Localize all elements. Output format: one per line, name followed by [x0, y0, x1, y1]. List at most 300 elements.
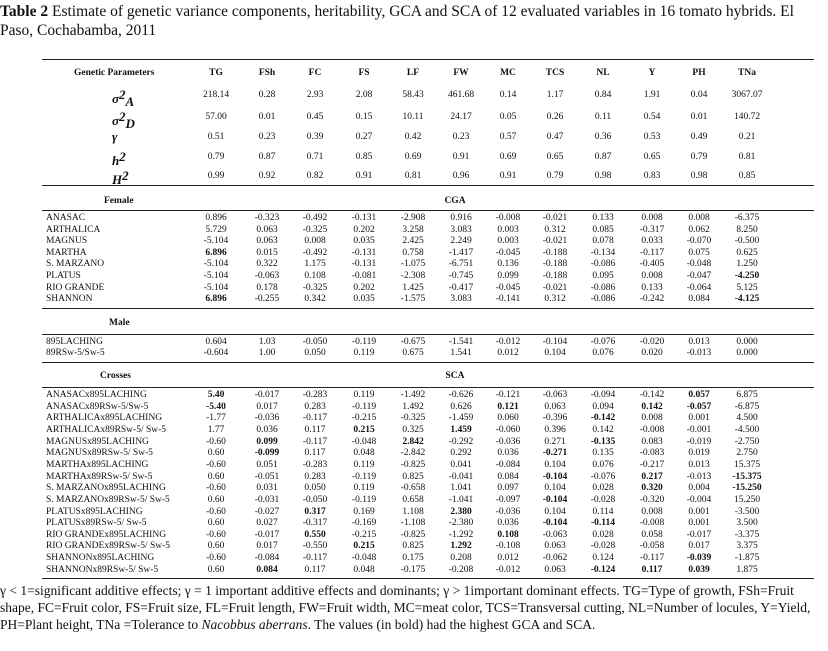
- cell-y: Y: [648, 68, 656, 78]
- cell-tg: 0.99: [207, 171, 225, 181]
- cell-fw: 3.083: [450, 294, 472, 305]
- cell-nl: -0.086: [590, 282, 616, 293]
- cell-nl: 0.124: [592, 553, 614, 564]
- cell-nl: -0.086: [590, 259, 616, 270]
- cell-lf: 2.842: [402, 436, 424, 447]
- cell-fs: -0.048: [351, 553, 377, 564]
- row-label: MAGNUSx895LACHING: [46, 436, 149, 447]
- cell-tna: -3.500: [734, 506, 760, 517]
- cell-mc: 0.108: [497, 529, 519, 540]
- cell-mc: -0.045: [495, 247, 521, 258]
- cell-fw: -0.292: [448, 436, 474, 447]
- param-symbol-glyph: γ: [112, 129, 118, 144]
- table-row: [42, 235, 814, 247]
- cell-fc: 1.175: [304, 259, 326, 270]
- cell-tg: -5.104: [203, 271, 229, 281]
- cell-fc: 0.283: [304, 471, 326, 482]
- cell-y: 0.53: [643, 132, 661, 142]
- cell-tg: 6.896: [205, 294, 227, 305]
- cell-y: -0.242: [639, 294, 665, 305]
- cell-fs: 0.215: [353, 424, 375, 435]
- cell-nl: -0.086: [590, 294, 616, 305]
- cell-fc: FC: [308, 68, 322, 78]
- cell-ph: 0.01: [690, 112, 708, 122]
- cell-ph: -0.001: [686, 424, 712, 435]
- cell-lf: 0.675: [402, 348, 424, 359]
- row-label: ANASAC: [46, 213, 86, 223]
- cell-tna: -15.375: [732, 471, 762, 482]
- table-row: [42, 494, 814, 506]
- cell-fc: 0.39: [306, 132, 324, 142]
- cell-fs: 0.119: [353, 348, 375, 359]
- cell-tcs: 0.104: [544, 506, 566, 517]
- cell-tg: 0.604: [205, 337, 227, 347]
- cell-fw: -0.041: [448, 471, 474, 482]
- cell-fw: 1.041: [450, 483, 472, 494]
- cell-y: -0.320: [639, 494, 665, 505]
- cell-tg: 1.77: [207, 424, 225, 435]
- cell-nl: 0.076: [592, 459, 614, 470]
- cell-fs: -0.119: [351, 471, 377, 482]
- cell-ph: 0.084: [688, 294, 710, 305]
- cell-fc: 0.82: [306, 171, 324, 181]
- cell-mc: -0.097: [495, 494, 521, 505]
- cell-fs: 0.202: [353, 224, 375, 235]
- cell-ph: 0.001: [688, 506, 710, 517]
- cell-tcs: -0.104: [542, 518, 568, 529]
- cell-fs: 0.85: [355, 152, 373, 162]
- cell-tna: 0.000: [736, 348, 758, 359]
- cell-fs: -0.048: [351, 436, 377, 447]
- cell-nl: 0.87: [594, 152, 612, 162]
- cell-tcs: -0.396: [542, 413, 568, 424]
- cell-fsh: 0.036: [256, 424, 278, 435]
- cell-fsh: 0.28: [258, 90, 276, 100]
- cell-mc: -0.108: [495, 541, 521, 552]
- rule-female-sub: [42, 210, 814, 211]
- cell-mc: -0.121: [495, 390, 521, 400]
- cell-fsh: -0.036: [254, 413, 280, 424]
- cell-fsh: 0.027: [256, 518, 278, 529]
- cell-mc: -0.141: [495, 294, 521, 305]
- cell-fs: -0.131: [351, 213, 377, 223]
- section-crosses: [42, 370, 814, 382]
- cell-ph: 0.98: [690, 171, 708, 181]
- cell-mc: 0.14: [499, 90, 517, 100]
- cell-fc: -0.050: [302, 494, 328, 505]
- table-caption: [0, 2, 826, 40]
- cell-lf: -0.658: [400, 483, 426, 494]
- cell-fsh: -0.323: [254, 213, 280, 223]
- cell-fs: -0.169: [351, 518, 377, 529]
- table-row: [42, 447, 814, 459]
- cell-y: 0.083: [641, 436, 663, 447]
- param-symbol-glyph: σ: [112, 91, 120, 107]
- table-row: [42, 552, 814, 564]
- cell-tcs: 0.271: [544, 436, 566, 447]
- cell-y: 0.008: [641, 271, 663, 281]
- cell-nl: 0.98: [594, 171, 612, 181]
- cell-tna: 0.625: [736, 247, 758, 258]
- cell-tg: -5.104: [203, 236, 229, 247]
- cell-tcs: 0.79: [546, 171, 564, 181]
- table-row: [42, 471, 814, 483]
- param-row: [42, 168, 814, 188]
- cell-mc: 0.003: [497, 236, 519, 247]
- param-symbol: [112, 111, 135, 130]
- cell-tcs: 0.104: [544, 459, 566, 470]
- cell-ph: 0.017: [688, 541, 710, 552]
- cell-nl: 0.114: [592, 506, 614, 517]
- cell-tna: 0.85: [738, 171, 756, 181]
- table-row: [42, 401, 814, 413]
- cell-tcs: TCS: [545, 68, 565, 78]
- cell-fsh: -0.255: [254, 294, 280, 305]
- cell-tg: 218.14: [202, 90, 230, 100]
- cell-nl: 0.133: [592, 213, 614, 223]
- cell-mc: -0.036: [495, 506, 521, 517]
- row-label: MAGNUSx89RSw-5/ Sw-5: [46, 448, 153, 459]
- cell-fc: 0.283: [304, 401, 326, 412]
- cell-lf: -0.675: [400, 337, 426, 347]
- footnote-text: γ < 1=significant additive effects; γ = 1 important additive effects and dominants; γ > 1important dominant effects. TG=Type of growth, FSh=Fruit shape, FC=Fruit color, FS=Fruit size, FL=Fruit length, FW=Fruit width, MC=meat color, TCS=Transversal cutting, NL=Number of locules, Y=Yield, PH=Plant height, TNa =Tolerance to: [0, 583, 811, 632]
- row-label: SHANNONx89RSw-5/ Sw-5: [46, 564, 159, 575]
- cell-nl: 0.028: [592, 529, 614, 540]
- cell-tna: -2.750: [734, 436, 760, 447]
- cell-y: 0.65: [643, 152, 661, 162]
- cell-fsh: 0.015: [256, 247, 278, 258]
- cell-fc: 0.117: [304, 424, 326, 435]
- cell-tcs: -0.062: [542, 553, 568, 564]
- cell-tna: 2.750: [736, 448, 758, 459]
- top-rule: [42, 59, 814, 60]
- cell-lf: 10.11: [402, 112, 424, 122]
- cell-tna: 1.250: [736, 259, 758, 270]
- cell-ph: 0.013: [688, 459, 710, 470]
- cell-tna: 5.125: [736, 282, 758, 293]
- param-row: [42, 87, 814, 110]
- cell-fsh: 0.87: [258, 152, 276, 162]
- cell-tcs: -0.063: [542, 390, 568, 400]
- cell-ph: 0.019: [688, 448, 710, 459]
- cell-lf: -1.492: [400, 390, 426, 400]
- table-row: [42, 506, 814, 518]
- cell-ph: -0.013: [686, 471, 712, 482]
- param-symbol-sup: 2: [119, 109, 126, 124]
- table-row: [42, 529, 814, 541]
- cell-fsh: -0.051: [254, 471, 280, 482]
- table-row: [42, 540, 814, 552]
- cell-fw: 0.23: [452, 132, 470, 142]
- cell-tg: -0.60: [206, 506, 226, 517]
- cell-fc: -0.117: [302, 553, 328, 564]
- cell-tcs: -0.104: [542, 471, 568, 482]
- cell-fw: 0.292: [450, 448, 472, 459]
- cell-fc: 0.117: [304, 448, 326, 459]
- cell-fw: 3.083: [450, 224, 472, 235]
- cell-lf: 3.258: [402, 224, 424, 235]
- cell-nl: 0.085: [592, 224, 614, 235]
- cell-fc: -0.492: [302, 247, 328, 258]
- cell-fs: FS: [358, 68, 370, 78]
- cell-tna: -4.500: [734, 424, 760, 435]
- cell-fs: -0.215: [351, 413, 377, 424]
- cell-fw: 461.68: [447, 90, 475, 100]
- cell-ph: 0.001: [688, 518, 710, 529]
- param-symbol-sup: 2: [119, 149, 126, 164]
- cell-fs: -0.119: [351, 494, 377, 505]
- cell-tg: -0.60: [206, 483, 226, 494]
- cell-tcs: 1.17: [546, 90, 564, 100]
- rule-crosses-top: [42, 362, 814, 363]
- cell-fw: 0.208: [450, 553, 472, 564]
- cell-ph: 0.013: [688, 337, 710, 347]
- cell-mc: -0.060: [495, 424, 521, 435]
- cell-fsh: 1.03: [258, 337, 276, 347]
- param-symbol-glyph: H: [112, 172, 123, 188]
- cell-ph: -0.064: [686, 282, 712, 293]
- cell-lf: 2.425: [402, 236, 424, 247]
- cell-mc: 0.003: [497, 224, 519, 235]
- cell-lf: 1.425: [402, 282, 424, 293]
- cell-y: 0.217: [641, 471, 663, 482]
- cell-lf: LF: [406, 68, 420, 78]
- cell-fw: -1.292: [448, 529, 474, 540]
- cell-fsh: 0.031: [256, 483, 278, 494]
- cell-lf: -0.325: [400, 413, 426, 424]
- footnote-end: . The values (in bold) had the highest GCA and SCA.: [307, 617, 596, 632]
- table-row: [42, 347, 814, 359]
- cell-y: 0.008: [641, 506, 663, 517]
- cell-y: -0.317: [639, 224, 665, 235]
- cell-fsh: -0.063: [254, 271, 280, 281]
- cell-lf: -0.175: [400, 564, 426, 575]
- cell-lf: 0.658: [402, 494, 424, 505]
- cell-mc: 0.05: [499, 112, 517, 122]
- cell-fs: 0.119: [353, 483, 375, 494]
- cell-mc: 0.69: [499, 152, 517, 162]
- cell-lf: 0.325: [402, 424, 424, 435]
- cell-mc: -0.045: [495, 282, 521, 293]
- row-label: Genetic Parameters: [74, 68, 155, 78]
- cell-nl: -0.134: [590, 247, 616, 258]
- cell-lf: 0.69: [404, 152, 422, 162]
- row-label: PLATUSx895LACHING: [46, 506, 143, 517]
- cell-tg: 0.60: [207, 448, 225, 459]
- cell-tg: -5.40: [206, 401, 226, 412]
- cell-tna: 6.875: [736, 390, 758, 400]
- cell-fw: 1.459: [450, 424, 472, 435]
- cell-fc: 0.117: [304, 564, 326, 575]
- param-symbol-sub: D: [125, 116, 135, 132]
- cell-nl: -0.028: [590, 494, 616, 505]
- cell-fw: 0.91: [452, 152, 470, 162]
- cell-mc: 0.036: [497, 448, 519, 459]
- row-label: SHANNONx895LACHING: [46, 553, 155, 564]
- cell-fsh: 1.00: [258, 348, 276, 359]
- cell-tg: -0.60: [206, 553, 226, 564]
- cell-y: -0.020: [639, 337, 665, 347]
- cell-fsh: 0.099: [256, 436, 278, 447]
- cell-lf: -1.108: [400, 518, 426, 529]
- cell-y: 0.133: [641, 282, 663, 293]
- cell-fc: 0.71: [306, 152, 324, 162]
- cell-ph: 0.49: [690, 132, 708, 142]
- cell-fs: -0.081: [351, 271, 377, 281]
- cell-mc: 0.136: [497, 259, 519, 270]
- cell-fc: -0.117: [302, 436, 328, 447]
- cell-tna: 15.375: [733, 459, 761, 470]
- cell-fs: -0.119: [351, 337, 377, 347]
- table-row: [42, 224, 814, 236]
- cell-mc: -0.012: [495, 564, 521, 575]
- cell-nl: -0.114: [590, 518, 615, 529]
- cell-fs: -0.131: [351, 259, 377, 270]
- row-label: ANASACx895LACHING: [46, 390, 147, 400]
- cell-fsh: FSh: [258, 68, 276, 78]
- cell-nl: -0.094: [590, 390, 616, 400]
- cell-nl: 0.094: [592, 401, 614, 412]
- cell-tna: -4.125: [734, 294, 760, 305]
- cell-tna: TNa: [738, 68, 756, 78]
- cell-lf: 0.42: [404, 132, 422, 142]
- cell-nl: -0.142: [590, 413, 616, 424]
- cell-fc: -0.117: [302, 413, 328, 424]
- cell-ph: 0.075: [688, 247, 710, 258]
- rule-female-top: [42, 185, 814, 186]
- cell-fw: 0.916: [450, 213, 472, 223]
- section-label: Crosses: [100, 371, 131, 381]
- cell-y: -0.217: [639, 459, 665, 470]
- cell-tcs: 0.104: [544, 483, 566, 494]
- row-label: RIO GRANDEx895LACHING: [46, 529, 167, 540]
- cell-y: -0.058: [639, 541, 665, 552]
- cell-fc: 0.108: [304, 271, 326, 281]
- cell-fsh: 0.017: [256, 401, 278, 412]
- cell-mc: 0.084: [497, 471, 519, 482]
- section-male: [42, 317, 814, 329]
- cell-tcs: 0.104: [544, 348, 566, 359]
- cell-nl: 0.078: [592, 236, 614, 247]
- cell-tcs: 0.312: [544, 224, 566, 235]
- cell-y: 0.020: [641, 348, 663, 359]
- cell-tna: 3.500: [736, 518, 758, 529]
- cell-fs: 2.08: [355, 90, 373, 100]
- cell-tg: 0.60: [207, 541, 225, 552]
- cell-tg: 0.60: [207, 494, 225, 505]
- cell-tg: -1.77: [206, 413, 226, 424]
- cell-fw: 24.17: [450, 112, 472, 122]
- cell-tg: 57.00: [205, 112, 227, 122]
- row-label: MARTHAx89RSw-5/ Sw-5: [46, 471, 153, 482]
- cell-tcs: -0.104: [542, 494, 568, 505]
- cell-ph: 0.04: [690, 90, 708, 100]
- row-label: S. MARZANO: [46, 259, 105, 270]
- table-row: [42, 212, 814, 224]
- cell-tg: TG: [209, 68, 223, 78]
- table-row: [42, 258, 814, 270]
- cell-lf: 0.81: [404, 171, 422, 181]
- table-row: [42, 270, 814, 282]
- cell-fsh: -0.027: [254, 506, 280, 517]
- param-symbol: [112, 151, 126, 169]
- cell-tcs: 0.47: [546, 132, 564, 142]
- cell-ph: -0.019: [686, 436, 712, 447]
- cell-fw: -1.417: [448, 247, 474, 258]
- cell-fsh: 0.92: [258, 171, 276, 181]
- cell-nl: 0.076: [592, 348, 614, 359]
- cell-tg: -0.60: [206, 459, 226, 470]
- row-label: ARTHALICAx895LACHING: [46, 413, 163, 424]
- cell-nl: 0.028: [592, 483, 614, 494]
- cell-fw: 1.292: [450, 541, 472, 552]
- section-group: CGA: [444, 196, 466, 206]
- cell-y: -0.142: [639, 390, 665, 400]
- cell-tcs: -0.021: [542, 236, 568, 247]
- cell-lf: -2.308: [400, 271, 426, 281]
- cell-tcs: 0.312: [544, 294, 566, 305]
- param-symbol-sub: A: [125, 94, 135, 110]
- cell-ph: -0.047: [686, 271, 712, 281]
- table-row: [42, 482, 814, 494]
- cell-fw: 1.541: [450, 348, 472, 359]
- cell-lf: 0.825: [402, 541, 424, 552]
- cell-nl: NL: [596, 68, 610, 78]
- cell-tna: 0.000: [736, 337, 758, 347]
- cell-lf: -1.075: [400, 259, 426, 270]
- cell-fw: -0.417: [448, 282, 474, 293]
- cell-tna: 8.250: [736, 224, 758, 235]
- cell-tg: -0.60: [206, 529, 226, 540]
- cell-lf: 1.492: [402, 401, 424, 412]
- cell-ph: -0.004: [686, 494, 712, 505]
- cell-lf: 0.758: [402, 247, 424, 258]
- cell-tcs: -0.188: [542, 247, 568, 258]
- cell-tna: -0.500: [734, 236, 760, 247]
- cell-lf: -1.575: [400, 294, 426, 305]
- cell-lf: -0.825: [400, 459, 426, 470]
- cell-tcs: -0.063: [542, 529, 568, 540]
- row-label: S. MARZANOx89RSw-5/ Sw-5: [46, 494, 170, 505]
- cell-ph: 0.039: [688, 564, 710, 575]
- cell-y: 1.91: [643, 90, 661, 100]
- cell-fc: -0.050: [302, 337, 328, 347]
- param-symbol-glyph: h: [112, 153, 120, 169]
- row-label: ANASACx89RSw-5/Sw-5: [46, 401, 149, 412]
- footnote-species: Nacobbus aberrans: [201, 617, 308, 632]
- cell-mc: 0.012: [497, 348, 519, 359]
- cell-fw: 0.041: [450, 459, 472, 470]
- cell-fw: -1.459: [448, 413, 474, 424]
- table-row: [42, 293, 814, 305]
- cell-fs: 0.27: [355, 132, 373, 142]
- cell-y: -0.008: [639, 518, 665, 529]
- cell-tna: 1.875: [736, 564, 758, 575]
- row-label: ARTHALICA: [46, 224, 101, 235]
- section-group: SCA: [445, 371, 465, 381]
- cell-ph: 0.062: [688, 224, 710, 235]
- cell-nl: 0.11: [594, 112, 612, 122]
- cell-tg: -0.60: [206, 436, 226, 447]
- cell-fc: 0.008: [304, 236, 326, 247]
- row-label: SHANNON: [46, 294, 93, 305]
- cell-y: 0.54: [643, 112, 661, 122]
- param-row: [42, 149, 814, 169]
- table-row: [42, 412, 814, 424]
- cell-fsh: -0.017: [254, 529, 280, 540]
- cell-tg: -5.104: [203, 259, 229, 270]
- table-row: [42, 436, 814, 448]
